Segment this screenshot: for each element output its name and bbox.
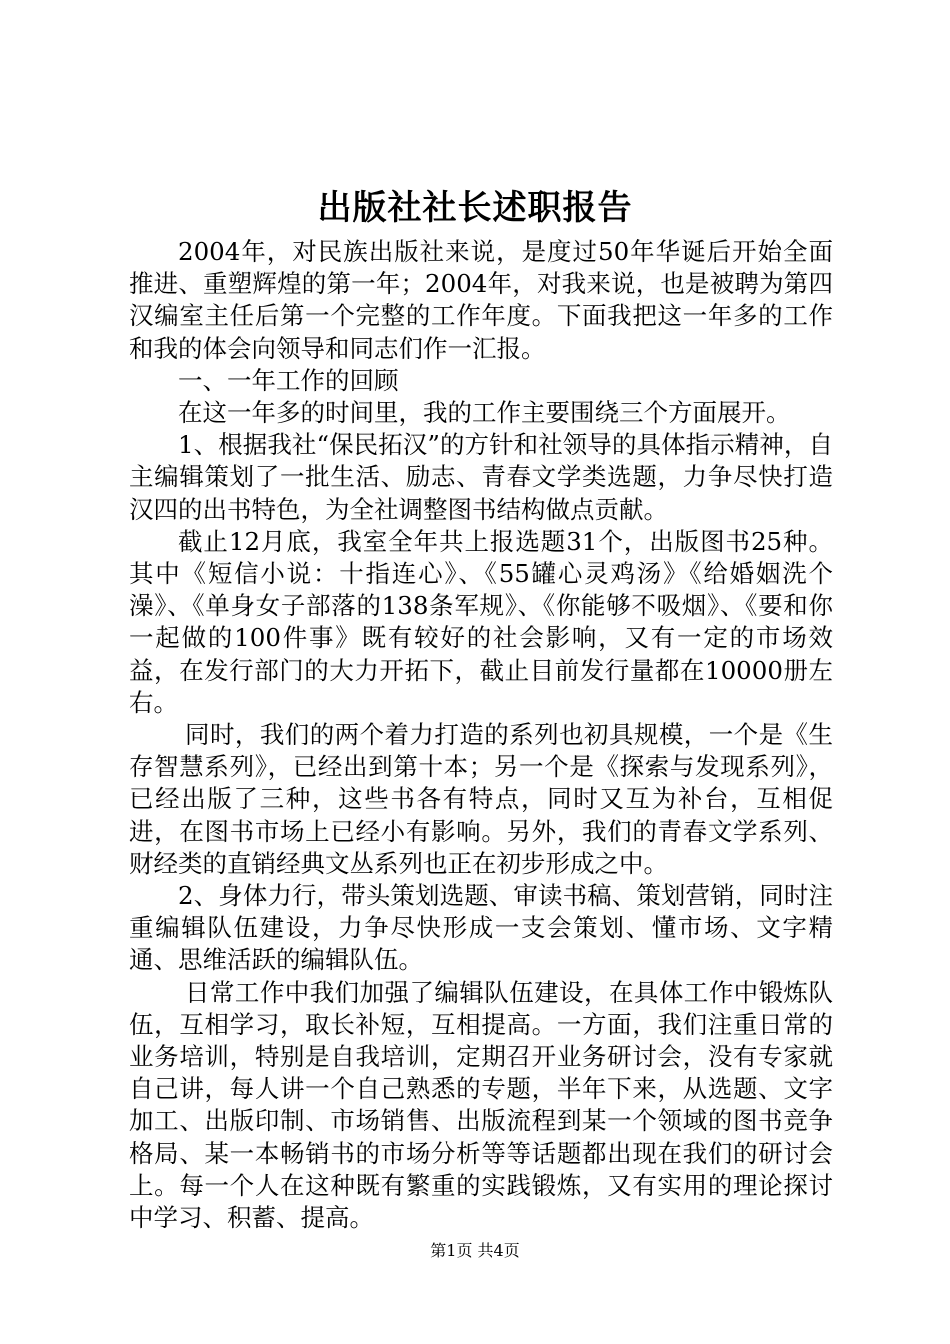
paragraph-overview: 在这一年多的时间里，我的工作主要围绕三个方面展开。	[178, 398, 791, 428]
paragraph-team-building: 日常工作中我们加强了编辑队伍建设，在具体工作中锻炼队伍，互相学习，取长补短，互相提高。一方面，我们注重日常的业务培训，特别是自我培训，定期召开业务研讨会，没有专家就自己讲，每人讲一个自己熟悉的专题，半年下来，从选题、文字加工、出版印制、市场销售、出版流程到某一个领域的图书竞争格局、某一本畅销书的市场分析等等话题都出现在我们的研讨会上。每一个人在这种既有繁重的实践锻炼，又有实用的理论探讨中学习、积蓄、提高。	[129, 977, 833, 1233]
paragraph-point-two: 2、身体力行，带头策划选题、审读书稿、策划营销，同时注重编辑队伍建设，力争尽快形成一支会策划、懂市场、文字精通、思维活跃的编辑队伍。	[129, 881, 833, 975]
page-footer: 第1页 共4页	[430, 1241, 520, 1260]
paragraph-book-series: 同时，我们的两个着力打造的系列也初具规模，一个是《生存智慧系列》，已经出到第十本；另一个是《探索与发现系列》，已经出版了三种，这些书各有特点，同时又互为补台，互相促进，在图书市场上已经小有影响。另外，我们的青春文学系列、财经类的直销经典文丛系列也正在初步形成之中。	[129, 720, 833, 878]
document-title: 出版社社长述职报告	[317, 188, 633, 228]
section-heading-review: 一、一年工作的回顾	[178, 365, 399, 395]
document-body	[129, 236, 833, 1234]
paragraph-publishing-results: 截止12月底，我室全年共上报选题31个，出版图书25种。其中《短信小说：十指连心》、《55罐心灵鸡汤》《给婚姻洗个澡》、《单身女子部落的138条军规》、《你能够不吸烟》、《要和你一起做的100件事》既有较好的社会影响，又有一定的市场效益，在发行部门的大力开拓下，截止目前发行量都在10000册左右。	[129, 526, 833, 717]
paragraph-intro: 2004年，对民族出版社来说，是度过50年华诞后开始全面推进、重塑辉煌的第一年；2004年，对我来说，也是被聘为第四汉编室主任后第一个完整的工作年度。下面我把这一年多的工作和我的体会向领导和同志们作一汇报。	[129, 237, 833, 363]
paragraph-point-one: 1、根据我社“保民拓汉”的方针和社领导的具体指示精神，自主编辑策划了一批生活、励志、青春文学类选题，力争尽快打造汉四的出书特色，为全社调整图书结构做点贡献。	[129, 430, 833, 524]
